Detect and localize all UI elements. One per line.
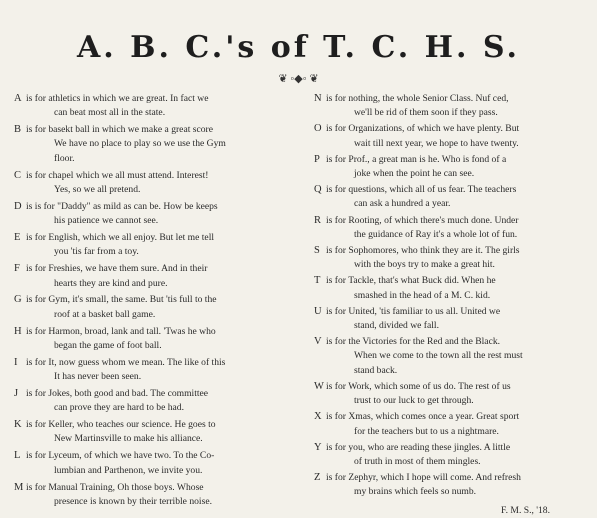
verse-letter: Z [314, 471, 321, 483]
verse-letter: R [314, 214, 322, 226]
verse-line: lumbian and Parthenon, we invite you. [54, 464, 203, 476]
verse-line: We have no place to play so we use the Gym [54, 138, 226, 150]
verse-line: is for Gym, it's small, the same. But 'tis full to the [26, 294, 217, 306]
verse-line: we'll be rid of them soon if they pass. [354, 107, 498, 119]
verse-line: is for questions, which all of us fear. The teachers [326, 184, 517, 196]
verse-line: is for Harmon, broad, lank and tall. 'Twas he who [26, 325, 216, 337]
verse-line: It has never been seen. [54, 371, 142, 383]
verse-line: stand back. [354, 364, 398, 376]
verse-entry [314, 410, 590, 439]
verse-line: is for It, now guess whom we mean. The like of this [26, 356, 226, 368]
verse-letter: K [14, 419, 22, 431]
verse-entry [14, 231, 299, 260]
verse-entry [314, 441, 590, 470]
verse-line: stand, divided we fall. [354, 320, 439, 332]
verse-line: is for Freshies, we have them sure. And in their [26, 263, 208, 275]
verse-entry [314, 274, 590, 303]
verse-entry [314, 214, 590, 243]
verse-line: you 'tis far from a toy. [54, 246, 139, 258]
verse-line: is for you, who are reading these jingles. A little [326, 441, 511, 453]
verse-line: is for Rooting, of which there's much done. Under [326, 214, 519, 226]
verse-line: wait till next year, we hope to have twenty. [354, 137, 519, 149]
verse-entry [14, 92, 299, 121]
verse-line: is for Lyceum, of which we have two. To the Co- [26, 450, 215, 462]
verse-entry [314, 122, 590, 151]
verse-letter: E [14, 232, 21, 244]
verse-line: joke when the point he can see. [354, 168, 475, 180]
verse-entry [314, 92, 590, 121]
verse-line: trust to our luck to get through. [354, 395, 474, 407]
verse-line: Yes, so we all pretend. [54, 183, 141, 195]
verse-letter: L [14, 450, 21, 462]
verse-letter: X [314, 411, 322, 423]
verse-letter: V [314, 336, 322, 348]
verse-line: floor. [54, 152, 75, 164]
verse-entry [14, 293, 299, 322]
verse-entry [14, 123, 299, 166]
verse-line: can prove they are hard to be had. [54, 402, 184, 414]
verse-line: can beat most all in the state. [54, 107, 166, 119]
verse-line: is for nothing, the whole Senior Class. Nuf ced, [326, 93, 509, 104]
verse-letter: F [14, 263, 20, 275]
verse-entry [314, 335, 590, 378]
verse-line: is for Jokes, both good and bad. The committee [26, 387, 209, 399]
verse-line: his patience we cannot see. [54, 215, 159, 227]
verse-letter: H [14, 325, 22, 337]
verse-line: is for Zephyr, which I hope will come. And refresh [326, 471, 521, 483]
verse-letter: O [314, 123, 322, 135]
verse-entry [14, 262, 299, 291]
verse-entry [314, 471, 590, 500]
verse-line: is for Organizations, of which we have plenty. But [326, 123, 520, 135]
signature: F. M. S., '18. [501, 504, 550, 516]
verse-letter: D [14, 200, 22, 212]
verse-entry [14, 200, 299, 229]
verse-line: presence is known by their terrible noise. [54, 495, 212, 507]
verse-line: is for basekt ball in which we make a great score [26, 124, 214, 136]
verse-line: hearts they are kind and pure. [54, 277, 168, 289]
verse-line: my brains which feels so numb. [354, 486, 477, 498]
verse-entry [14, 169, 299, 198]
verse-letter: N [314, 93, 322, 104]
verse-line: began the game of foot ball. [54, 339, 162, 351]
verse-line: is for Sophomores, who think they are it. The girls [326, 244, 520, 256]
verse-line: the guidance of Ray it's a whole lot of fun. [354, 228, 518, 240]
verse-entry [314, 153, 590, 182]
ornament-divider: ❦ ◦◆◦ ❦ [278, 73, 319, 85]
left-column [14, 92, 299, 512]
verse-letter: S [314, 244, 320, 256]
verse-letter: M [14, 481, 24, 493]
verse-line: can ask a hundred a year. [354, 198, 451, 210]
verse-line: for the teachers but to us a nightmare. [354, 425, 499, 437]
verse-line: is for chapel which we all must attend. Interest! [26, 169, 209, 181]
verse-entry [14, 418, 299, 447]
verse-letter: U [314, 305, 322, 317]
verse-line: is for Prof., a great man is he. Who is fond of a [326, 153, 507, 165]
verse-line: is for Manual Training, Oh those boys. Whose [26, 481, 204, 493]
verse-letter: C [14, 169, 22, 181]
page-title: A. B. C.'s of T. C. H. S. [77, 30, 520, 65]
verse-entry [14, 356, 299, 385]
verse-line: is for English, which we all enjoy. But let me tell [26, 232, 215, 244]
verse-line: is for Tackle, that's what Buck did. When he [326, 275, 496, 287]
verse-line: with the boys try to make a great hit. [354, 259, 495, 271]
verse-letter: W [314, 380, 324, 392]
verse-letter: I [14, 356, 18, 368]
verse-letter: A [14, 93, 22, 104]
verse-letter: J [14, 387, 19, 399]
verse-line: roof at a basket ball game. [54, 308, 156, 320]
verse-line: When we come to the town all the rest must [354, 350, 523, 362]
verse-line: smashed in the head of a M. C. kid. [354, 289, 491, 301]
verse-line: is is for "Daddy" as mild as can be. How be keeps [26, 200, 218, 212]
verse-entry [14, 387, 299, 416]
verse-letter: B [14, 124, 22, 136]
verse-line: is for athletics in which we are great. In fact we [26, 93, 209, 104]
verse-letter: Q [314, 184, 322, 196]
verse-line: is for the Victories for the Red and the Black. [326, 336, 501, 348]
verse-letter: P [314, 153, 320, 165]
verse-entry [314, 244, 590, 273]
verse-line: is for Xmas, which comes once a year. Great sport [326, 411, 520, 423]
verse-entry [14, 481, 299, 510]
verse-line: New Martinsville to make his alliance. [54, 433, 203, 445]
verse-entry [314, 183, 590, 212]
verse-line: is for Keller, who teaches our science. He goes to [26, 419, 216, 431]
right-column [314, 92, 590, 518]
verse-letter: T [314, 275, 321, 287]
verse-entry [14, 325, 299, 354]
verse-letter: G [14, 294, 22, 306]
verse-line: is for Work, which some of us do. The rest of us [326, 380, 511, 392]
verse-entry [14, 449, 299, 478]
verse-line: of truth in most of them mingles. [354, 455, 481, 467]
verse-letter: Y [314, 441, 322, 453]
verse-entry [314, 305, 590, 334]
right-entries [314, 92, 590, 500]
verse-entry [314, 380, 590, 409]
verse-line: is for United, 'tis familiar to us all. United we [326, 305, 501, 317]
